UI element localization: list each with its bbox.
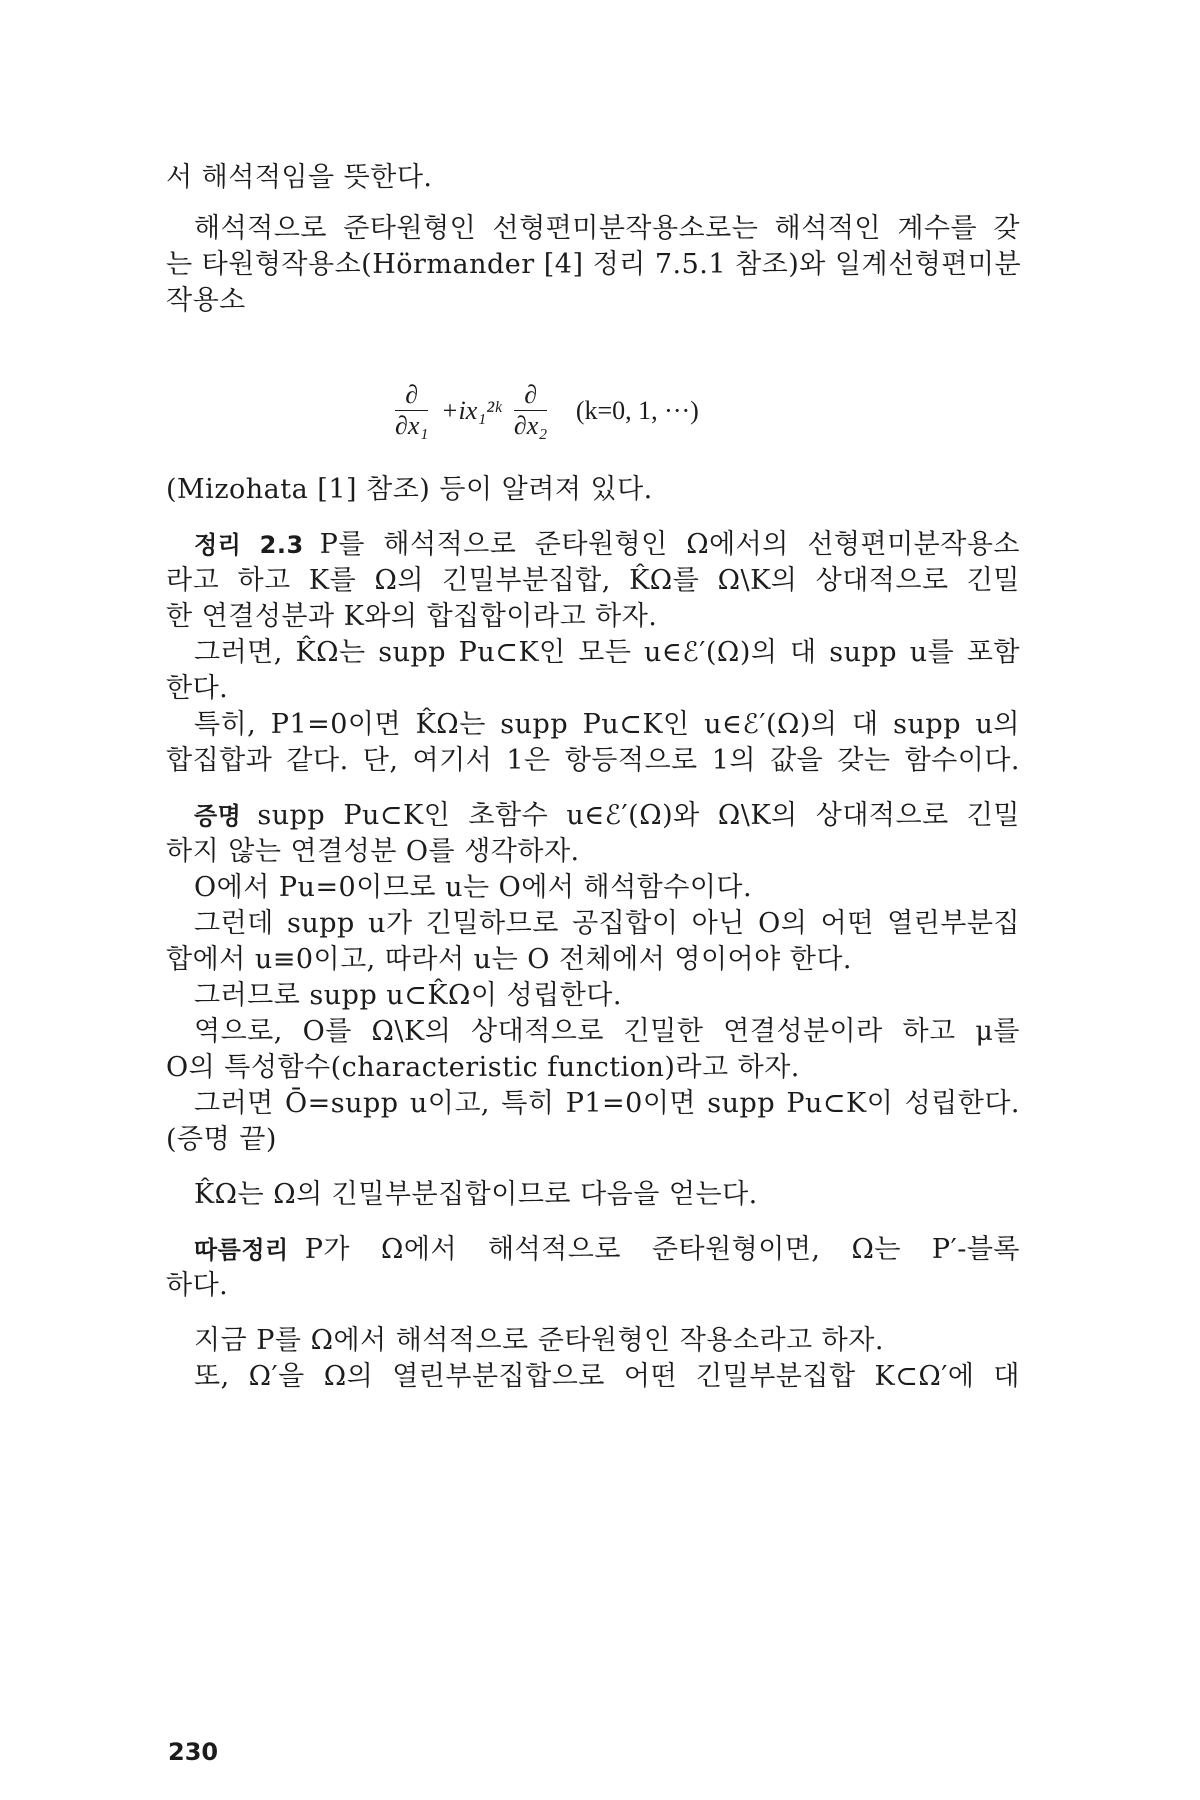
corollary-line <box>194 1232 1020 1268</box>
text-line: 작용소 <box>166 285 246 316</box>
text-line: 합집합과 같다. 단, 여기서 1은 항등적으로 1의 값을 갖는 함수이다. <box>166 745 1020 776</box>
text-line: 하다. <box>166 1270 229 1301</box>
text-line: 역으로, O를 Ω\K의 상대적으로 긴밀한 연결성분이라 하고 μ를 <box>194 1016 1020 1047</box>
text-line: 하지 않는 연결성분 O를 생각하자. <box>166 836 580 867</box>
text-line: (Mizohata [1] 참조) 등이 알려져 있다. <box>166 474 653 505</box>
text-line: 합에서 u≡0이고, 따라서 u는 O 전체에서 영이어야 한다. <box>166 944 853 975</box>
text-line: 한다. <box>166 673 229 704</box>
text-line: 그런데 supp u가 긴밀하므로 공집합이 아닌 O의 어떤 열린부분집 <box>194 908 1020 939</box>
formula-range: (k=0, 1, ···) <box>575 395 699 425</box>
denominator: ∂x₁ <box>395 411 429 440</box>
text-line: O에서 Pu=0이므로 u는 O에서 해석함수이다. <box>194 872 753 903</box>
text-line: 그러면 Ō=supp u이고, 특히 P1=0이면 supp Pu⊂K이 성립한다. <box>194 1088 1020 1119</box>
text-line: 라고 하고 K를 Ω의 긴밀부분집합, K̂Ω를 Ω\K의 상대적으로 긴밀 <box>166 565 1020 596</box>
fraction <box>514 380 547 441</box>
text-line: 지금 P를 Ω에서 해석적으로 준타원형인 작용소라고 하자. <box>194 1325 884 1356</box>
numerator: ∂ <box>395 380 428 411</box>
proof-label: 증명 <box>194 802 242 830</box>
text-line: 특히, P1=0이면 K̂Ω는 supp Pu⊂K인 u∈ℰ′(Ω)의 대 supp u의 <box>194 709 1020 740</box>
text-line: 는 타원형작용소(Hörmander [4] 정리 7.5.1 참조)와 일계선형편미분 <box>166 249 1022 280</box>
page-number: 230 <box>168 1738 219 1766</box>
text-span: P가 Ω에서 해석적으로 준타원형이면, Ω는 P′-블록 <box>304 1234 1020 1265</box>
formula-term: +ix₁²ᵏ <box>440 395 502 425</box>
text-line: 또, Ω′을 Ω의 열린부분집합으로 어떤 긴밀부분집합 K⊂Ω′에 대 <box>194 1361 1020 1392</box>
text-span: supp Pu⊂K인 초함수 u∈ℰ′(Ω)와 Ω\K의 상대적으로 긴밀 <box>257 800 1020 831</box>
text-line: 그러면, K̂Ω는 supp Pu⊂K인 모든 u∈ℰ′(Ω)의 대 supp u를 포함 <box>194 637 1020 668</box>
text-line: (증명 끝) <box>166 1124 277 1155</box>
denominator: ∂x₂ <box>513 411 548 440</box>
text-line: 해석적으로 준타원형인 선형편미분작용소로는 해석적인 계수를 갖 <box>194 213 1020 244</box>
display-formula <box>395 380 815 450</box>
fraction <box>395 380 428 441</box>
theorem-label: 정리 2.3 <box>194 531 304 559</box>
corollary-label: 따름정리 <box>194 1236 289 1264</box>
text-line: 한 연결성분과 K와의 합집합이라고 하자. <box>166 601 658 632</box>
text-line: K̂Ω는 Ω의 긴밀부분집합이므로 다음을 얻는다. <box>194 1179 758 1210</box>
text-line: 서 해석적임을 뜻한다. <box>166 162 433 193</box>
text-line: 그러므로 supp u⊂K̂Ω이 성립한다. <box>194 980 622 1011</box>
text-span: P를 해석적으로 준타원형인 Ω에서의 선형편미분작용소 <box>319 529 1020 560</box>
theorem-line <box>194 527 1020 563</box>
proof-line <box>194 798 1020 834</box>
numerator: ∂ <box>514 380 547 411</box>
text-line: O의 특성함수(characteristic function)라고 하자. <box>166 1052 800 1083</box>
